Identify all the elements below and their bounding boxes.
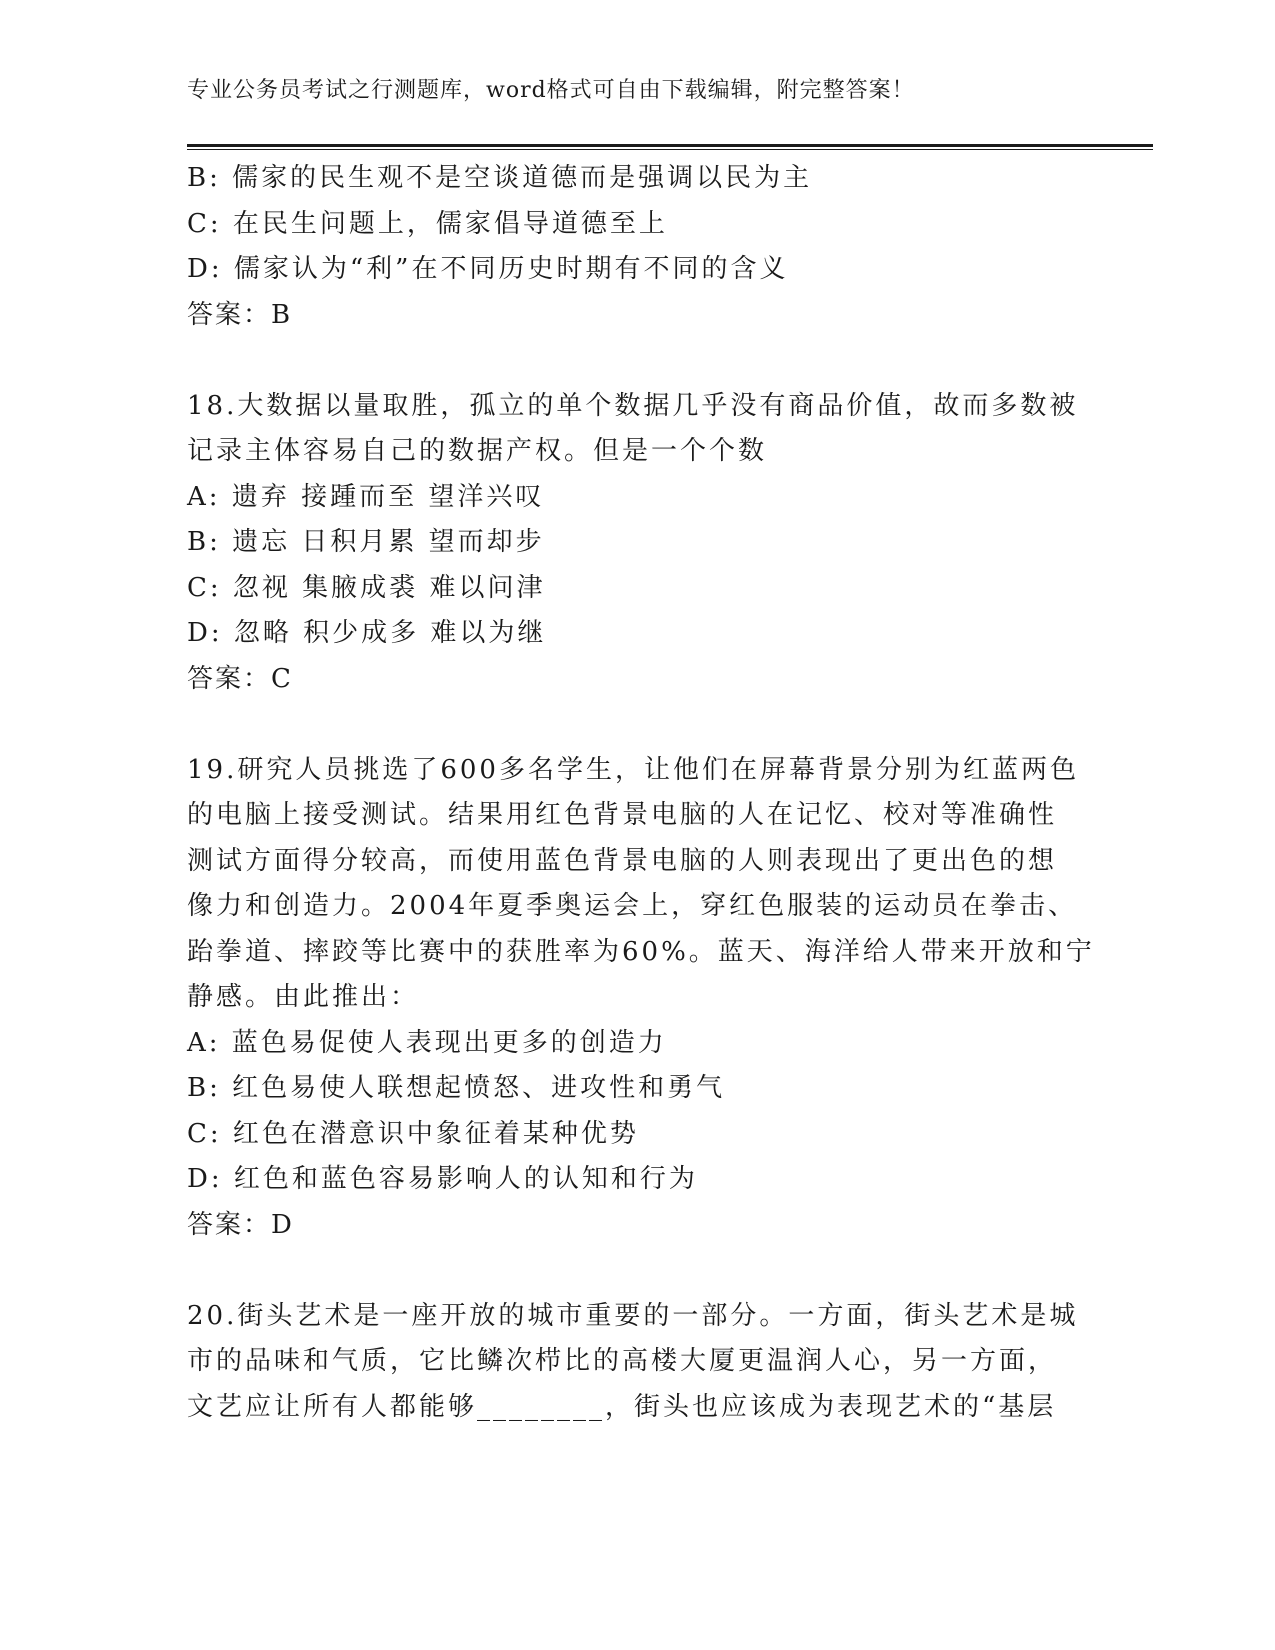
question-18	[187, 384, 1087, 703]
option-b: B: 红色易使人联想起愤怒、进攻性和勇气	[187, 1073, 726, 1103]
option-c: C: 在民生问题上，儒家倡导道德至上	[187, 208, 668, 239]
option-d: D: 忽略 积少成多 难以为继	[187, 618, 547, 648]
page-header: 专业公务员考试之行测题库，word格式可自由下载编辑，附完整答案！	[187, 78, 915, 103]
spacer	[187, 702, 1087, 748]
question-stem-line: 文艺应让所有人都能够________，街头也应该成为表现艺术的“基层	[187, 1391, 1057, 1422]
header-rule-thick	[187, 144, 1153, 147]
question-stem-line: 18.大数据以量取胜，孤立的单个数据几乎没有商品价值，故而多数被	[187, 390, 1079, 421]
option-b: B: 遗忘 日积月累 望而却步	[187, 527, 545, 557]
option-c: C: 红色在潜意识中象征着某种优势	[187, 1118, 639, 1149]
question-stem-line: 跆拳道、摔跤等比赛中的获胜率为60%。蓝天、海洋给人带来开放和宁	[187, 936, 1095, 967]
question-stem-line: 测试方面得分较高，而使用蓝色背景电脑的人则表现出了更出色的想	[187, 845, 1058, 876]
spacer	[187, 1248, 1087, 1294]
question-stem-line: 市的品味和气质，它比鳞次栉比的高楼大厦更温润人心，另一方面，	[187, 1346, 1058, 1376]
spacer	[187, 338, 1087, 384]
question-stem-line: 像力和创造力。2004年夏季奥运会上，穿红色服装的运动员在拳击、	[187, 891, 1078, 921]
question-19	[187, 748, 1095, 1249]
option-d: D: 儒家认为“利”在不同历史时期有不同的含义	[187, 254, 789, 284]
header-rule-thin	[187, 149, 1153, 150]
option-c: C: 忽视 集腋成裘 难以问津	[187, 572, 546, 603]
question-content	[187, 156, 1095, 1430]
question-stem-line: 记录主体容易自己的数据产权。但是一个个数	[187, 436, 768, 466]
question-stem-line: 19.研究人员挑选了600多名学生，让他们在屏幕背景分别为红蓝两色	[187, 754, 1079, 785]
option-a: A: 遗弃 接踵而至 望洋兴叹	[187, 481, 545, 512]
option-a: A: 蓝色易促使人表现出更多的创造力	[187, 1027, 667, 1058]
answer-line: 答案：C	[187, 663, 293, 694]
answer-line: 答案：D	[187, 1209, 294, 1240]
question-stem-line: 静感。由此推出：	[187, 982, 420, 1012]
question-stem-line: 20.街头艺术是一座开放的城市重要的一部分。一方面，街头艺术是城	[187, 1300, 1079, 1331]
option-b: B: 儒家的民生观不是空谈道德而是强调以民为主	[187, 163, 813, 193]
option-d: D: 红色和蓝色容易影响人的认知和行为	[187, 1164, 698, 1194]
question-stem-line: 的电脑上接受测试。结果用红色背景电脑的人在记忆、校对等准确性	[187, 800, 1058, 830]
answer-line: 答案：B	[187, 299, 293, 330]
question-17-tail	[187, 156, 1087, 338]
question-20	[187, 1294, 1087, 1431]
